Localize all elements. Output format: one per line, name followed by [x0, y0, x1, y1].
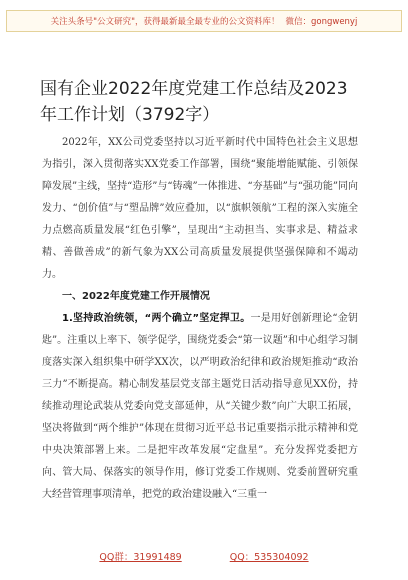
item1-body: 一是用好创新理论“金钥匙”。注重以上率下、领学促学，围绕党委会“第一议题”和中心组学习制度落实深入组织集中研学XX次，以严明政治纪律和政治规矩推动“政治三力”不断提高。精心制发基层党支部主题党日活动指导意见XX份，持续推动理论武装从党委向党支部延伸，从“关键少数”向广大职工拓展，坚决将做到“两个维护”体现在贯彻习近平总书记重要指示批示精神和党中央决策部署上来。二是把牢改革发展“定盘星”。充分发挥党委把方向、管大局、保落实的领导作用，修订党委工作规则、党委前置研究重大经营管理事项清单，把党的政治建设融入“三重一 [42, 313, 358, 500]
document-title: 国有企业2022年度党建工作总结及2023年工作计划（3792字） [40, 79, 348, 125]
intro-paragraph: 2022年，XX公司党委坚持以习近平新时代中国特色社会主义思想为指引，深入贯彻落实XX党委工作部署，围绕“聚能增能赋能、引领保障发展”主线，坚持“造形”与“铸魂”一体推进、“夯基础”与“强功能”同向发力、“创价值”与“塑品牌”效应叠加，以“旗帜领航”工程的深入实施全力点燃高质量发展“红色引擎”，呈现出“主动担当、实事求是、精益求精、善做善成”的新气象为XX公司高质量发展提供坚强保障和不竭动力。 [42, 137, 359, 280]
section-heading-1: 一、2022年度党建工作开展情况 [62, 291, 210, 302]
item1-heading: 1.坚持政治统领，“两个确立”坚定捍卫。 [62, 313, 251, 324]
document-body [42, 76, 358, 506]
footer-contacts [0, 549, 408, 565]
top-banner [6, 10, 402, 32]
item1-paragraph [42, 308, 358, 506]
qq-group-link[interactable]: QQ群：31991489 [99, 552, 182, 563]
banner-wechat-text: 微信：gongwenyj [285, 17, 358, 27]
qq-contact-link[interactable]: QQ：535304092 [229, 552, 309, 563]
banner-promo-text: 关注头条号"公文研究"，获得最新最全最专业的公文资料库！ [50, 17, 280, 27]
